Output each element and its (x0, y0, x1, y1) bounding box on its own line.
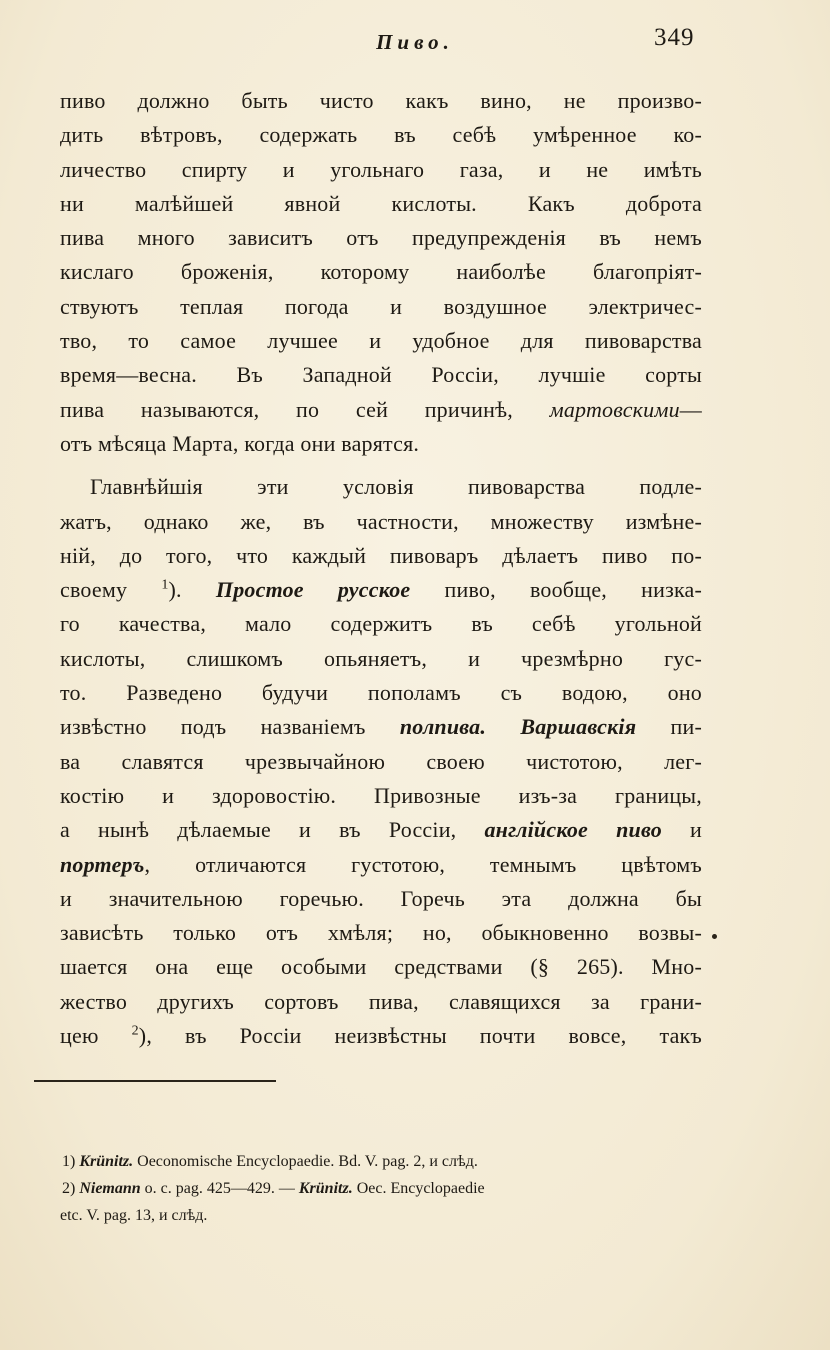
footnote-1: 1) Krünitz. Oeconomische Encyclopaedie. Bd. V. pag. 2, и слѣд. (62, 1153, 478, 1170)
footnote-2-continuation: etc. V. pag. 13, и слѣд. (60, 1207, 208, 1224)
text-line: костію и здоровостію. Привозные изъ-за границы, (60, 782, 702, 808)
text-line: дить вѣтровъ, содержать въ себѣ умѣренное ко- (60, 122, 702, 148)
text-line: ствуютъ теплая погода и воздушное электричес- (60, 293, 702, 319)
italic-term: полпива. (399, 714, 487, 740)
text-line: пива много зависитъ отъ предупрежденія въ немъ (60, 225, 702, 251)
text-line: ній, до того, что каждый пивоваръ дѣлаетъ пиво по- (60, 542, 702, 568)
text-line: жество другихъ сортовъ пива, славящихся за грани- (60, 988, 702, 1014)
text-line: кислаго броженія, которому наиболѣе благопріят- (60, 259, 702, 285)
text-line: шается она еще особыми средствами (§ 265). Мно- (60, 954, 702, 980)
text-line: извѣстно подъ названіемъ полпива. Варшавскія пи- (60, 714, 702, 740)
text-line: портеръ, отличаются густотою, темнымъ цвѣтомъ (60, 851, 702, 877)
text-line: Главнѣйшія эти условія пивоварства подле- (90, 474, 702, 500)
text-line: время—весна. Въ Западной Россіи, лучшіе сорты (60, 362, 702, 388)
footnote-rule (34, 1080, 276, 1082)
body-text (60, 84, 702, 1053)
footnote-ref: 1 (161, 577, 169, 593)
ink-mark (712, 934, 717, 939)
text-line: личество спирту и угольнаго газа, и не имѣть (60, 156, 702, 182)
footnotes (62, 1148, 702, 1229)
text-line: то. Разведено будучи пополамъ съ водою, оно (60, 680, 702, 706)
text-line: а нынѣ дѣлаемые и въ Россіи, англійское пиво и (60, 817, 702, 843)
italic-term: Варшавскія (520, 714, 637, 740)
text-line: своему $^1$). Простое русское пиво, вообще, низка- (60, 577, 703, 603)
text-line: зависѣть только отъ хмѣля; но, обыкновенно возвы- (60, 920, 702, 946)
italic-term: англійское пиво (484, 817, 662, 843)
footnote-2: 2) Niemann o. c. pag. 425—429. — Krünitz. Oec. Encyclopaedie (62, 1180, 485, 1197)
running-title: Пиво. (376, 30, 454, 54)
text-line: отъ мѣсяца Марта, когда они варятся. (60, 430, 420, 456)
page-number: 349 (654, 24, 695, 51)
text-line: го качества, мало содержитъ въ себѣ угольной (60, 611, 702, 637)
text-line: пиво должно быть чисто какъ вино, не произво- (60, 88, 702, 113)
italic-term: Простое русское (215, 577, 411, 603)
text-line: жатъ, однако же, въ частности, множеству измѣне- (60, 508, 702, 534)
text-line: ни малѣйшей явной кислоты. Какъ доброта (60, 190, 702, 216)
footnote-ref: 2 (131, 1023, 139, 1039)
italic-term: мартовскими (549, 396, 680, 422)
text-line: ва славятся чрезвычайною своею чистотою, лег- (60, 748, 702, 774)
text-line: цею $^2$), въ Россіи неизвѣстны почти вовсе, такъ (60, 1023, 702, 1049)
text-line: и значительною горечью. Горечь эта должна бы (60, 885, 702, 911)
italic-term: портеръ (60, 851, 145, 877)
text-line: тво, то самое лучшее и удобное для пивоварства (60, 328, 702, 354)
text-line: пива называются, по сей причинѣ, мартовскими— (60, 396, 702, 422)
text-line: кислоты, слишкомъ опьяняетъ, и чрезмѣрно гус- (60, 645, 702, 671)
